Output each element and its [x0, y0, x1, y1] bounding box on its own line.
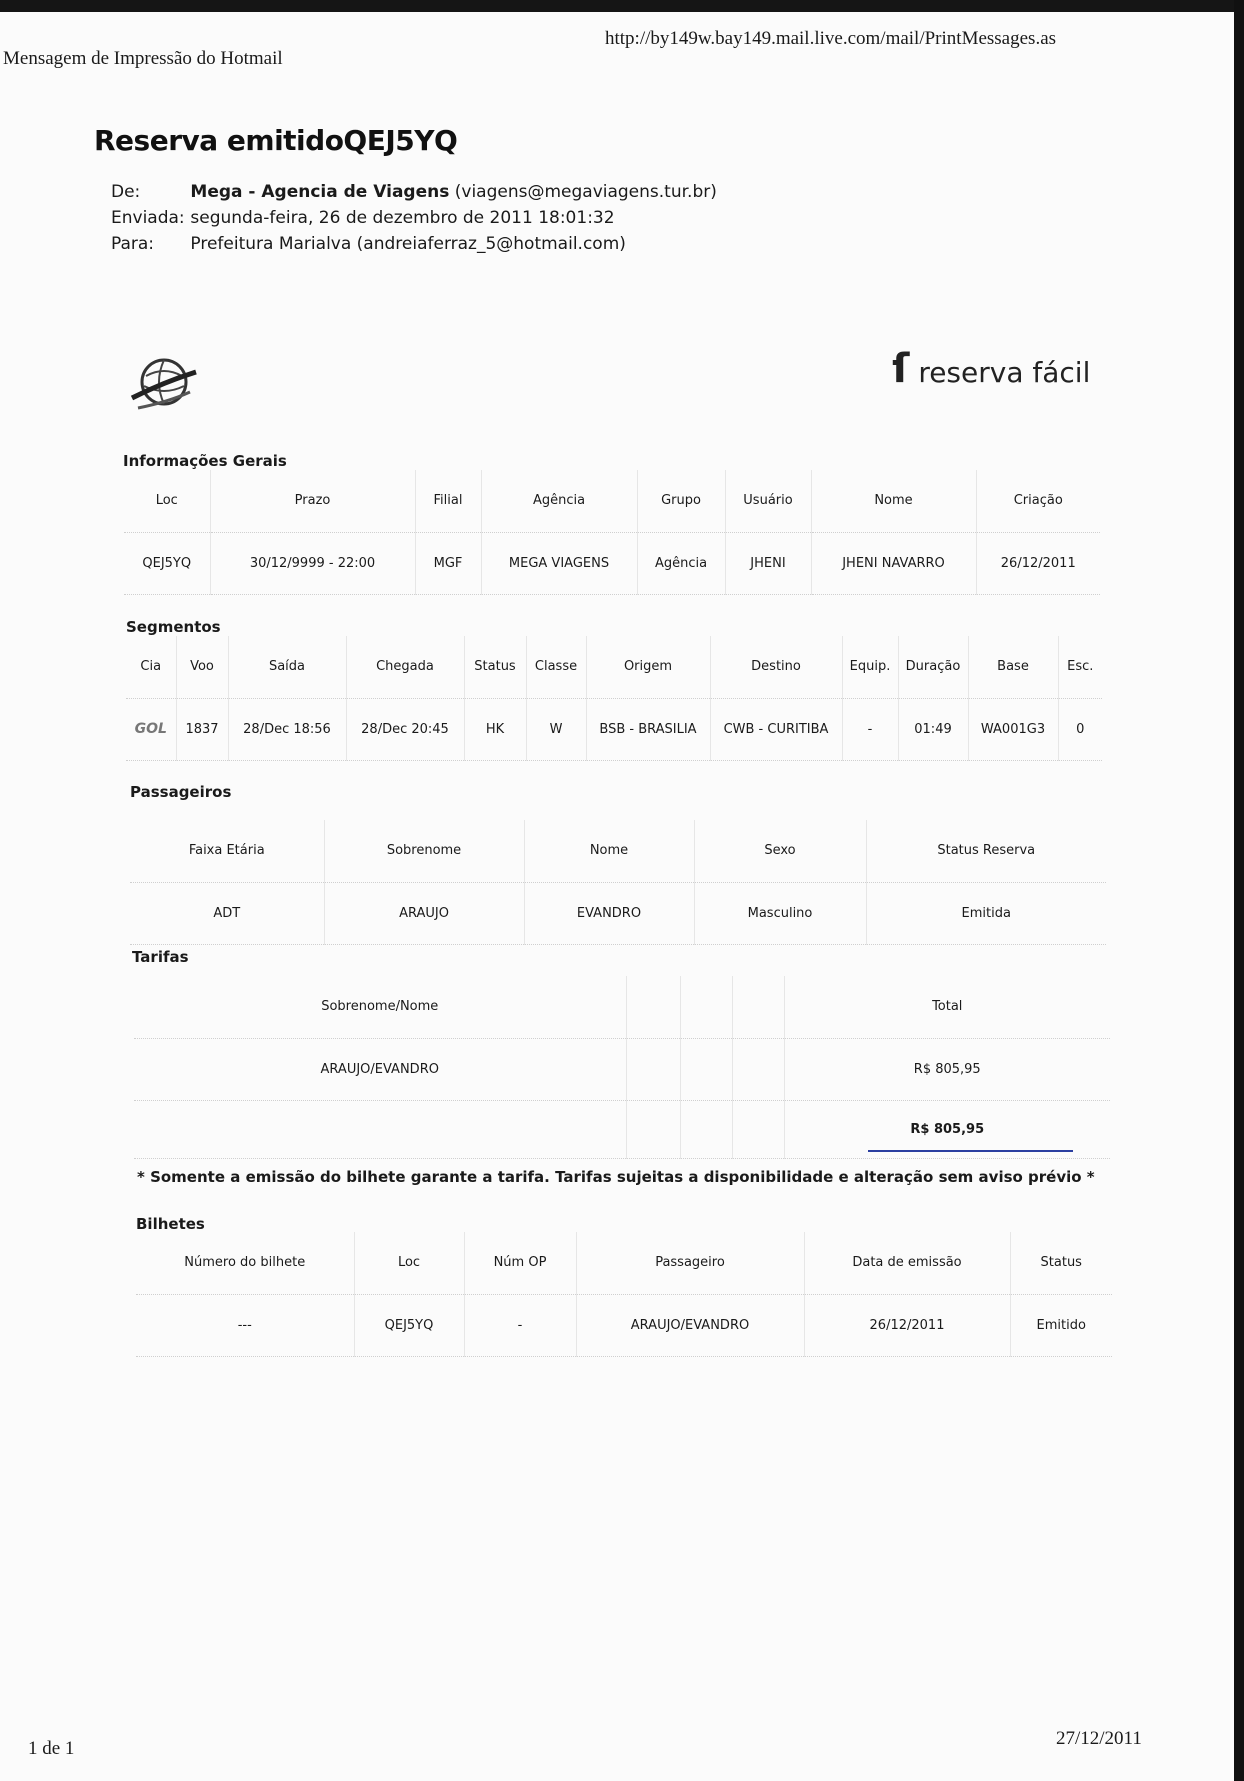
cell: --- — [136, 1294, 354, 1356]
logo-f-mark: ſ — [892, 346, 910, 392]
table-tarifas — [134, 976, 1110, 1159]
col-header: Criação — [976, 470, 1100, 532]
cell: ARAUJO/EVANDRO — [134, 1038, 626, 1100]
cell: 26/12/2011 — [804, 1294, 1010, 1356]
col-header: Base — [968, 636, 1058, 698]
table-gerais — [124, 470, 1100, 595]
empty-cell — [680, 1100, 732, 1158]
grand-total: R$ 805,95 — [784, 1100, 1110, 1158]
col-header: Número do bilhete — [136, 1232, 354, 1294]
message-title: Reserva emitidoQEJ5YQ — [94, 124, 458, 157]
empty-cell — [732, 976, 784, 1038]
empty-cell — [134, 1100, 626, 1158]
section-title-gerais: Informações Gerais — [123, 452, 287, 470]
table-header-row — [134, 976, 1110, 1038]
empty-cell — [732, 1038, 784, 1100]
col-header: Duração — [898, 636, 968, 698]
table-header-row — [136, 1232, 1112, 1294]
col-header: Prazo — [210, 470, 415, 532]
table-row — [126, 698, 1102, 760]
agency-globe-logo — [128, 352, 200, 422]
cell: 28/Dec 18:56 — [228, 698, 346, 760]
tariff-notice: * Somente a emissão do bilhete garante a tarifa. Tarifas sujeitas a disponibilidade e alteração sem aviso prévio * — [137, 1168, 1095, 1186]
empty-cell — [680, 976, 732, 1038]
page-counter: 1 de 1 — [28, 1738, 75, 1759]
table-header-row — [126, 636, 1102, 698]
col-header: Usuário — [725, 470, 811, 532]
cell: ARAUJO/EVANDRO — [576, 1294, 804, 1356]
col-header: Nome — [811, 470, 976, 532]
scan-top-edge — [0, 0, 1244, 12]
col-header: Origem — [586, 636, 710, 698]
col-header: Status — [464, 636, 526, 698]
col-header: Destino — [710, 636, 842, 698]
cell: ARAUJO — [324, 882, 524, 944]
table-passageiros — [130, 820, 1106, 945]
col-header: Núm OP — [464, 1232, 576, 1294]
print-header-url: http://by149w.bay149.mail.live.com/mail/PrintMessages.as — [605, 28, 1057, 49]
cell: 26/12/2011 — [976, 532, 1100, 594]
col-header: Sobrenome — [324, 820, 524, 882]
meta-to-label: Para: — [111, 234, 155, 254]
cell: QEJ5YQ — [354, 1294, 464, 1356]
reserva-facil-logo — [892, 346, 1090, 392]
section-title-bilhetes: Bilhetes — [136, 1215, 205, 1233]
table-header-row — [124, 470, 1100, 532]
cell: Emitida — [866, 882, 1106, 944]
meta-sent-label: Enviada: — [111, 208, 185, 228]
cell: Agência — [637, 532, 725, 594]
col-header: Grupo — [637, 470, 725, 532]
table-segmentos — [126, 636, 1102, 761]
col-header: Saída — [228, 636, 346, 698]
col-header: Equip. — [842, 636, 898, 698]
cell: W — [526, 698, 586, 760]
meta-from-label: De: — [111, 182, 141, 202]
col-header: Loc — [124, 470, 210, 532]
cell: 28/Dec 20:45 — [346, 698, 464, 760]
handwritten-underline — [868, 1150, 1073, 1152]
meta-from-name: Mega - Agencia de Viagens — [190, 182, 450, 202]
col-header: Status — [1010, 1232, 1112, 1294]
cell: 0 — [1058, 698, 1102, 760]
col-header: Filial — [415, 470, 481, 532]
cell: MGF — [415, 532, 481, 594]
table-bilhetes — [136, 1232, 1112, 1357]
col-header: Cia — [126, 636, 176, 698]
table-row — [134, 1038, 1110, 1100]
empty-cell — [626, 1038, 680, 1100]
table-row — [124, 532, 1100, 594]
table-header-row — [130, 820, 1106, 882]
cell: CWB - CURITIBA — [710, 698, 842, 760]
col-header: Passageiro — [576, 1232, 804, 1294]
col-header: Faixa Etária — [130, 820, 324, 882]
meta-to-value: Prefeitura Marialva (andreiaferraz_5@hotmail.com) — [190, 234, 626, 254]
col-header: Chegada — [346, 636, 464, 698]
empty-cell — [626, 976, 680, 1038]
cell: ADT — [130, 882, 324, 944]
section-title-segmentos: Segmentos — [126, 618, 221, 636]
cell: WA001G3 — [968, 698, 1058, 760]
cell: - — [464, 1294, 576, 1356]
col-header: Sexo — [694, 820, 866, 882]
meta-from — [111, 182, 717, 202]
section-title-passageiros: Passageiros — [130, 783, 232, 801]
cell: QEJ5YQ — [124, 532, 210, 594]
section-title-tarifas: Tarifas — [132, 948, 189, 966]
cell: MEGA VIAGENS — [481, 532, 637, 594]
cell: 1837 — [176, 698, 228, 760]
cell: Emitido — [1010, 1294, 1112, 1356]
col-header: Status Reserva — [866, 820, 1106, 882]
empty-cell — [626, 1100, 680, 1158]
cell: R$ 805,95 — [784, 1038, 1110, 1100]
cell: JHENI NAVARRO — [811, 532, 976, 594]
table-row — [136, 1294, 1112, 1356]
cell: EVANDRO — [524, 882, 694, 944]
col-header: Esc. — [1058, 636, 1102, 698]
col-header: Nome — [524, 820, 694, 882]
cell: 01:49 — [898, 698, 968, 760]
cell: BSB - BRASILIA — [586, 698, 710, 760]
cell: HK — [464, 698, 526, 760]
col-header: Loc — [354, 1232, 464, 1294]
col-header: Data de emissão — [804, 1232, 1010, 1294]
cell: Masculino — [694, 882, 866, 944]
cell: JHENI — [725, 532, 811, 594]
col-header: Total — [784, 976, 1110, 1038]
col-header: Agência — [481, 470, 637, 532]
print-header-title: Mensagem de Impressão do Hotmail — [3, 48, 283, 69]
empty-cell — [732, 1100, 784, 1158]
col-header: Sobrenome/Nome — [134, 976, 626, 1038]
table-row — [130, 882, 1106, 944]
cell: - — [842, 698, 898, 760]
col-header: Voo — [176, 636, 228, 698]
meta-sent-value: segunda-feira, 26 de dezembro de 2011 18:01:32 — [190, 208, 615, 228]
print-date: 27/12/2011 — [1056, 1728, 1142, 1749]
empty-cell — [680, 1038, 732, 1100]
cell: 30/12/9999 - 22:00 — [210, 532, 415, 594]
airline-logo-icon: GOL — [126, 698, 176, 760]
logo-text: reserva fácil — [918, 356, 1091, 389]
meta-from-email: (viagens@megaviagens.tur.br) — [454, 182, 717, 202]
col-header: Classe — [526, 636, 586, 698]
meta-to — [111, 234, 626, 254]
meta-sent — [111, 208, 615, 228]
scan-right-edge — [1234, 0, 1244, 1781]
